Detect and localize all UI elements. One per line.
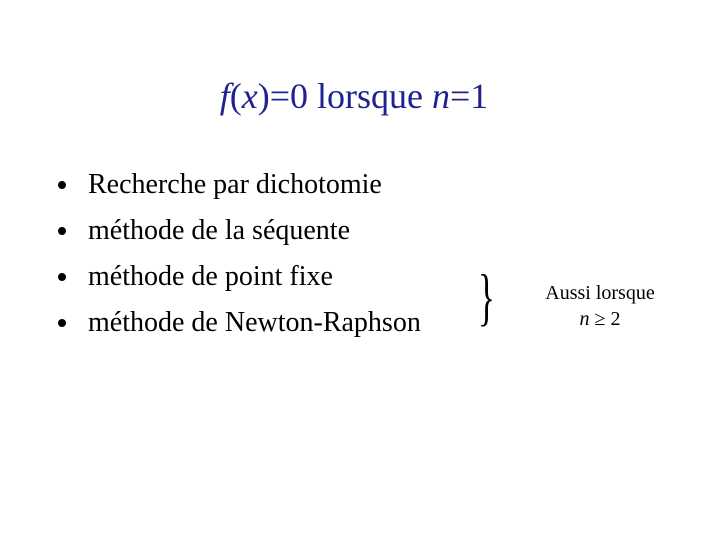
bullet-icon — [58, 273, 66, 281]
side-note-text: Aussi lorsque — [545, 282, 655, 304]
list-item-label: Recherche par dichotomie — [88, 169, 382, 200]
list-item-label: méthode de point fixe — [88, 261, 333, 292]
title-paren: ( — [229, 76, 242, 116]
side-note-condition — [530, 306, 670, 332]
title-function: f — [219, 76, 230, 116]
list-item-label: méthode de la séquente — [88, 215, 351, 246]
title-rest: )=0 lorsque — [257, 76, 432, 116]
condition-variable: n — [579, 308, 590, 330]
bullet-icon — [58, 319, 66, 327]
list-item-label: méthode de Newton-Raphson — [88, 307, 421, 338]
title-n-value: =1 — [449, 76, 489, 116]
title-variable: x — [241, 76, 258, 116]
slide-title — [0, 74, 720, 118]
side-note — [530, 280, 670, 332]
grouping-brace: } — [478, 261, 495, 332]
bullet-icon — [58, 227, 66, 235]
bullet-icon — [58, 181, 66, 189]
title-n-variable: n — [431, 76, 450, 116]
condition-rest: ≥ 2 — [589, 308, 621, 330]
